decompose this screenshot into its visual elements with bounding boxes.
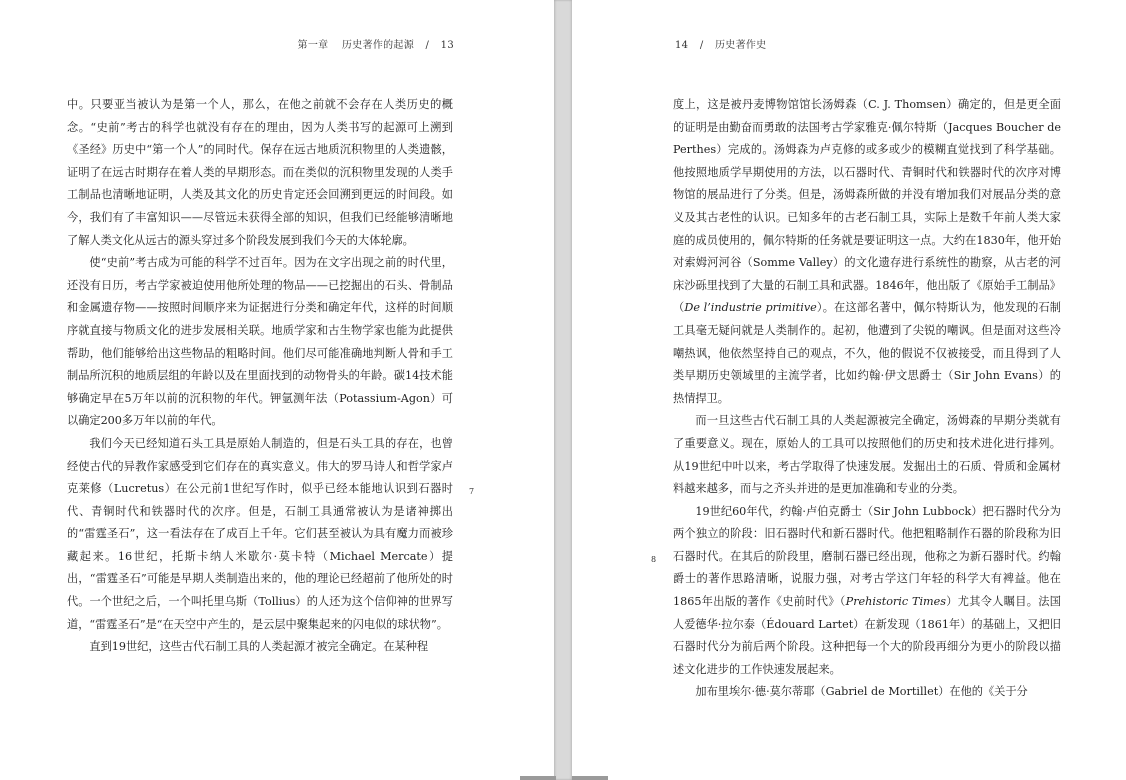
paragraph: 而一旦这些古代石制工具的人类起源被完全确定，汤姆森的早期分类就有了重要意义。现在，原始人的工具可以按照他们的历史和技术进化进行排列。从19世纪中叶以来，考古学取得了快速发展。发掘出土的石质、骨质和金属材料越来越多，而与之齐头并进的是更加准确和专业的分类。 bbox=[673, 414, 1061, 496]
right-scroll-tab[interactable] bbox=[572, 776, 608, 780]
paragraph bbox=[673, 94, 1061, 410]
header-separator: / bbox=[425, 40, 430, 51]
margin-note: 7 bbox=[469, 487, 475, 496]
margin-note: 8 bbox=[651, 555, 657, 564]
paragraph-text: 度上，这是被丹麦博物馆馆长汤姆森（C. J. Thomsen）确定的，但是更全面的证明是由勤奋而勇敢的法国考古学家雅克·佩尔特斯（Jacques Boucher de Perthes）完成的。汤姆森为卢克修的或多或少的模糊直觉找到了科学基础。他按照地质学早期使用的方法，以石器时代、青铜时代和铁器时代的次序对博物馆的展品进行了分类。但是，汤姆森所做的并没有增加我们对展品分类的意义及其古老性的认识。已知多年的古老石制工具，实际上是数千年前人类大家庭的成员使用的，佩尔特斯的任务就是要证明这一点。大约在1830年，他开始对索姆河河谷（Somme Valley）的文化遗存进行系统性的勘察，从古老的河床沙砾里找到了大量的石制工具和武器。1846年，他出版了《原始手工制品》（ bbox=[673, 98, 1061, 315]
paragraph-text: ）。在这部名著中，佩尔特斯认为，他发现的石制工具毫无疑问就是人类制作的。起初，他遭到了尖锐的嘲讽。但是面对这些冷嘲热讽，他依然坚持自己的观点，不久，他的假说不仅被接受，而且得到了人类早期历史领域里的主流学者，比如约翰·伊文思爵士（Sir John Evans）的热情捍卫。 bbox=[673, 301, 1061, 405]
right-page-header bbox=[675, 36, 766, 51]
paragraph: 中。只要亚当被认为是第一个人，那么，在他之前就不会存在人类历史的概念。“史前”考古的科学也就没有存在的理由，因为人类书写的起源可上溯到《圣经》历史中“第一个人”的同时代。保存在远古地质沉积物里的人类遗骸，证明了在远古时期存在着人类的早期形态。而在类似的沉积物里发现的人类手工制品也清晰地证明，人类及其文化的历史肯定还会回溯到更远的时间段。如今，我们有了丰富知识——尽管远未获得全部的知识，但我们已经能够清晰地了解人类文化从远古的源头穿过多个阶段发展到我们今天的大体轮廓。 bbox=[67, 98, 453, 247]
left-page-header bbox=[298, 36, 454, 51]
paragraph: 加布里埃尔·德·莫尔蒂耶（Gabriel de Mortillet）在他的《关于分 bbox=[695, 685, 1028, 699]
header-separator: / bbox=[699, 40, 704, 51]
page-number: 14 bbox=[675, 40, 689, 51]
page-gutter bbox=[554, 0, 572, 780]
italic-title: De l’industrie primitive bbox=[684, 301, 817, 315]
right-page bbox=[572, 0, 1126, 780]
paragraph-text: ）尤其令人瞩目。法国人爱德华·拉尔泰（Édouard Lartet）在新发现（1861年）的基础上，又把旧石器时代分为前后两个阶段。这种把每一个大的阶段再细分为更小的阶段以描述文化进步的工作快速发展起来。 bbox=[673, 595, 1061, 676]
left-scroll-tab[interactable] bbox=[520, 776, 556, 780]
paragraph: 使“史前”考古成为可能的科学不过百年。因为在文字出现之前的时代里，还没有日历，考古学家被迫使用他所处理的物品——已挖掘出的石头、骨制品和金属遗存物——按照时间顺序来为证据进行分类和确定年代，这样的时间顺序就直接与物质文化的进步发展相关联。地质学家和古生物学家也能为此提供帮助，他们能够给出这些物品的粗略时间。他们尽可能准确地判断人骨和手工制品所沉积的地质层组的年龄以及在里面找到的动物骨头的年龄。碳14技术能够确定早在5万年以前的沉积物的年代。钾氩测年法（Potassium-Agon）可以确定200多万年以前的年代。 bbox=[67, 256, 453, 428]
paragraph bbox=[673, 501, 1061, 682]
chapter-title: 历史著作的起源 bbox=[341, 40, 415, 51]
paragraph: 直到19世纪，这些古代石制工具的人类起源才被完全确定。在某种程 bbox=[89, 640, 429, 654]
chapter-label: 第一章 bbox=[297, 40, 329, 51]
page-number: 13 bbox=[440, 40, 454, 51]
left-page bbox=[0, 0, 554, 780]
paragraph-text: 19世纪60年代，约翰·卢伯克爵士（Sir John Lubbock）把石器时代分为两个独立的阶段：旧石器时代和新石器时代。他把粗略制作石器的阶段称为旧石器时代。在其后的阶段里，磨制石器已经出现，他称之为新石器时代。约翰爵士的著作思路清晰，说服力强，对考古学这门年轻的科学大有裨益。他在1865年出版的著作《史前时代》（ bbox=[673, 504, 1061, 609]
book-title: 历史著作史 bbox=[714, 40, 767, 51]
left-page-body bbox=[67, 94, 453, 659]
italic-title: Prehistoric Times bbox=[845, 595, 946, 609]
right-page-body bbox=[673, 94, 1061, 704]
paragraph: 我们今天已经知道石头工具是原始人制造的，但是石头工具的存在，也曾经使古代的异教作家感受到它们存在的真实意义。伟大的罗马诗人和哲学家卢克莱修（Lucretus）在公元前1世纪写作时，似乎已经本能地认识到石器时代、青铜时代和铁器时代的次序。但是，石制工具通常被认为是诸神掷出的“雷霆圣石”，这一看法存在了成百上千年。它们甚至被认为具有魔力而被珍藏起来。16世纪，托斯卡纳人米歇尔·莫卡特（Michael Mercate）提出，“雷霆圣石”可能是早期人类制造出来的，他的理论已经超前了他所处的时代。一个世纪之后，一个叫托里乌斯（Tollius）的人还为这个信仰神的世界写道，“雷霆圣石”是“在天空中产生的，是云层中聚集起来的闪电似的球状物”。 bbox=[67, 436, 453, 631]
